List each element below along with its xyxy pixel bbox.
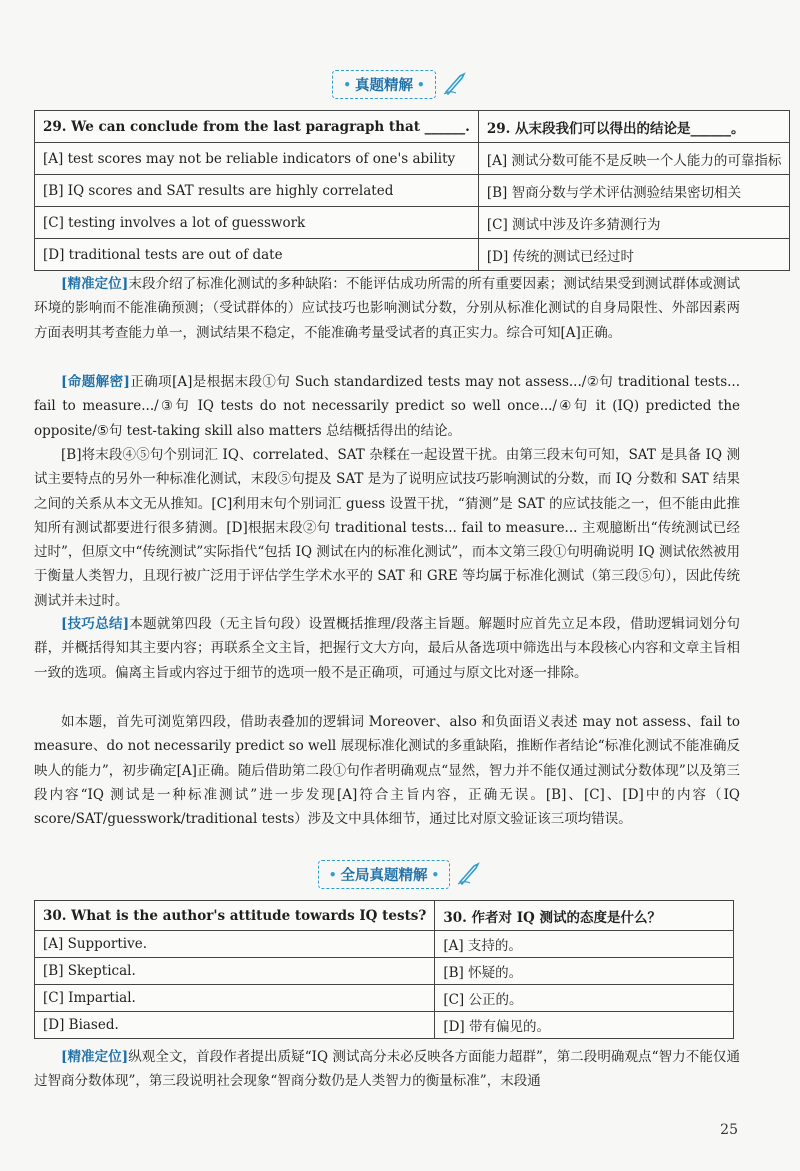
option-zh: [D] 带有偏见的。: [435, 1012, 734, 1039]
question-row: [35, 111, 790, 143]
option-en: [A] Supportive.: [35, 931, 435, 958]
analysis-paragraph-2: [34, 370, 740, 443]
option-row-a: [35, 931, 734, 958]
analysis-paragraph-1: [34, 272, 740, 345]
option-en: [D] Biased.: [35, 1012, 435, 1039]
option-en: [C] Impartial.: [35, 985, 435, 1012]
paragraph-text: 正确项[A]是根据末段①句 Such standardized tests may not assess.../②句 traditional tests... fail to measure.../③句 IQ tests do not necessarily predict so well once.../④句 it (IQ) predicted the opposite/⑤句 test-taking skill also matters 总结概括得出的结论。: [34, 374, 740, 439]
paragraph-text: 如本题，首先可浏览第四段，借助表叠加的逻辑词 Moreover、also 和负面语义表述 may not assess、fail to measure、do not necessarily predict so well 展现标准化测试的多重缺陷，推断作者结论“标准化测试不能准确反映人的能力”，初步确定[A]正确。随后借助第二段①句作者明确观点“显然，智力并不能仅通过测试分数体现”以及第三段内容“IQ 测试是一种标准测试”进一步发现[A]符合主旨内容，正确无误。[B]、[C]、[D]中的内容（IQ score/SAT/guesswork/traditional tests）涉及文中具体细节，通过比对原文验证该三项均错误。: [34, 714, 740, 828]
option-row-c: [35, 207, 790, 239]
tag-question-decoding: [命题解密]: [61, 374, 130, 390]
paragraph-text: 本题就第四段（无主旨句段）设置概括推理/段落主旨题。解题时应首先立足本段，借助逻辑词划分句群，并概括得知其主要内容；再联系全文主旨，把握行文大方向，最后从备选项中筛选出与本段核心内容和文章主旨相一致的选项。偏离主旨或内容过于细节的选项一般不是正确项，可通过与原文比对逐一排除。: [34, 616, 740, 681]
tag-skill-summary: [技巧总结]: [61, 616, 130, 632]
analysis-paragraph-q30: [34, 1045, 740, 1094]
paragraph-text: 纵观全文，首段作者提出质疑“IQ 测试高分未必反映各方面能力超群”，第二段明确观点“智力不能仅通过智商分数体现”，第三段说明社会现象“智商分数仍是人类智力的衡量标准”，末段通: [34, 1049, 740, 1090]
question-en: 29. We can conclude from the last paragraph that ______.: [35, 111, 479, 143]
option-en: [A] test scores may not be reliable indicators of one's ability: [35, 143, 479, 175]
option-zh: [D] 传统的测试已经过时: [478, 239, 790, 271]
analysis-paragraph-3: [34, 443, 740, 613]
section-title-box: • 全局真题精解 •: [318, 860, 450, 889]
option-en: [B] Skeptical.: [35, 958, 435, 985]
question-en: 30. What is the author's attitude towards IQ tests?: [35, 901, 435, 931]
section-title: 全局真题精解: [340, 868, 428, 884]
section-header-1: [0, 70, 800, 99]
tag-precise-location: [精准定位]: [61, 1049, 129, 1065]
option-en: [C] testing involves a lot of guesswork: [35, 207, 479, 239]
section-header-2: [0, 860, 800, 889]
option-row-b: [35, 958, 734, 985]
question-table-29: [34, 110, 790, 271]
option-row-b: [35, 175, 790, 207]
option-row-a: [35, 143, 790, 175]
option-zh: [A] 支持的。: [435, 931, 734, 958]
paragraph-text: 末段介绍了标准化测试的多种缺陷：不能评估成功所需的所有重要因素；测试结果受到测试群体或测试环境的影响而不能准确预测；（受试群体的）应试技巧也影响测试分数，分别从标准化测试的自身局限性、外部因素两方面表明其考查能力单一，测试结果不稳定，不能准确考量受试者的真正实力。综合可知[A]正确。: [34, 276, 740, 341]
option-zh: [B] 怀疑的。: [435, 958, 734, 985]
option-zh: [C] 公正的。: [435, 985, 734, 1012]
option-row-c: [35, 985, 734, 1012]
option-row-d: [35, 239, 790, 271]
page-number: 25: [720, 1122, 738, 1138]
option-zh: [A] 测试分数可能不是反映一个人能力的可靠指标: [478, 143, 790, 175]
question-row: [35, 901, 734, 931]
section-title-box: • 真题精解 •: [332, 70, 435, 99]
question-zh: 29. 从末段我们可以得出的结论是______。: [478, 111, 790, 143]
pen-icon: [456, 860, 482, 886]
analysis-paragraph-4: [34, 612, 740, 685]
option-row-d: [35, 1012, 734, 1039]
option-zh: [C] 测试中涉及许多猜测行为: [478, 207, 790, 239]
pen-icon: [442, 70, 468, 96]
section-title: 真题精解: [355, 78, 413, 94]
option-en: [B] IQ scores and SAT results are highly correlated: [35, 175, 479, 207]
analysis-paragraph-5: [34, 710, 740, 831]
question-table-30: [34, 900, 734, 1039]
question-zh: 30. 作者对 IQ 测试的态度是什么？: [435, 901, 734, 931]
option-zh: [B] 智商分数与学术评估测验结果密切相关: [478, 175, 790, 207]
paragraph-text: [B]将末段④⑤句个别词汇 IQ、correlated、SAT 杂糅在一起设置干扰。由第三段末句可知，SAT 是具备 IQ 测试主要特点的另外一种标准化测试，末段⑤句提及 SAT 是为了说明应试技巧影响测试的分数，而 IQ 分数和 SAT 结果之间的关系从本文无从推知。[C]利用末句个别词汇 guess 设置干扰，“猜测”是 SAT 的应试技能之一，但不能由此推知所有测试都要进行很多猜测。[D]根据末段②句 traditional tests... fail to measure... 主观臆断出“传统测试已经过时”，但原文中“传统测试”实际指代“包括 IQ 测试在内的标准化测试”，而本文第三段①句明确说明 IQ 测试依然被用于衡量人类智力，且现行被广泛用于评估学生学术水平的 SAT 和 GRE 等均属于标准化测试（第三段⑤句），因此传统测试并未过时。: [34, 447, 740, 609]
tag-precise-location: [精准定位]: [61, 276, 129, 292]
option-en: [D] traditional tests are out of date: [35, 239, 479, 271]
